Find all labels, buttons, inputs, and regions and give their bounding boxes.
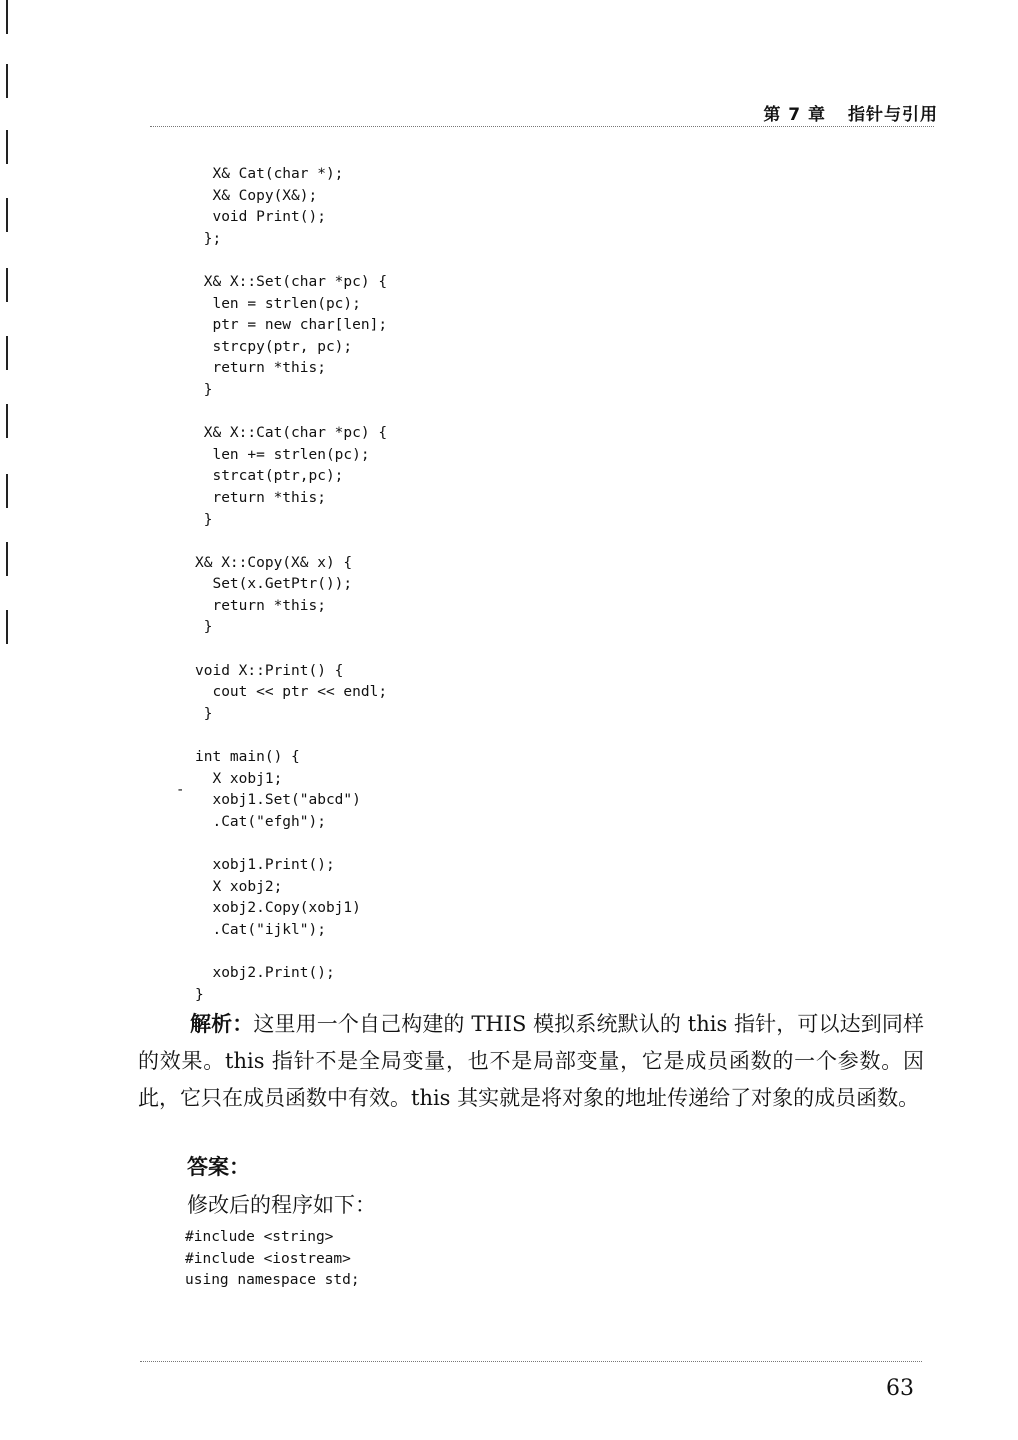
code-line: } bbox=[195, 705, 213, 722]
code-line: Set(x.GetPtr()); bbox=[195, 576, 353, 593]
code-line: xobj1.Print(); bbox=[195, 857, 335, 873]
binding-mark bbox=[6, 198, 8, 232]
binding-mark bbox=[6, 474, 8, 508]
code-line: #include <string> bbox=[185, 1229, 334, 1245]
binding-mark bbox=[6, 268, 8, 302]
code-line: X xobj2; bbox=[195, 878, 283, 895]
margin-mark: - bbox=[176, 782, 185, 798]
code-line: void X::Print() { bbox=[195, 662, 344, 679]
binding-edge-marks bbox=[6, 0, 12, 680]
code-line: int main() { bbox=[195, 749, 300, 766]
binding-mark bbox=[6, 0, 8, 34]
code-line: return *this; bbox=[195, 360, 326, 377]
footer-rule bbox=[140, 1361, 922, 1362]
code-line: return *this; bbox=[195, 489, 326, 506]
code-line: strcpy(ptr, pc); bbox=[195, 338, 353, 355]
analysis-label: 解析： bbox=[190, 1011, 254, 1036]
code-line: return *this; bbox=[195, 597, 326, 614]
code-line: xobj2.Print(); bbox=[195, 964, 335, 981]
code-line: } bbox=[195, 619, 213, 636]
code-line: } bbox=[195, 381, 213, 398]
code-line: cout << ptr << endl; bbox=[195, 684, 388, 701]
answer-label: 答案： bbox=[187, 1154, 250, 1179]
code-listing-top bbox=[195, 164, 387, 1006]
answer-intro: 修改后的程序如下： bbox=[187, 1193, 376, 1217]
code-line: X& Cat(char *); bbox=[195, 166, 344, 182]
page-number: 63 bbox=[886, 1376, 914, 1401]
analysis-paragraph bbox=[138, 1005, 924, 1117]
running-header bbox=[763, 100, 938, 125]
code-line: X& X::Cat(char *pc) { bbox=[195, 425, 388, 442]
code-line: void Print(); bbox=[195, 209, 326, 226]
binding-mark bbox=[6, 64, 8, 98]
code-line: } bbox=[195, 986, 204, 1003]
code-line: }; bbox=[195, 230, 222, 247]
code-line: ptr = new char[len]; bbox=[195, 317, 388, 334]
code-line: } bbox=[195, 511, 213, 528]
binding-mark bbox=[6, 336, 8, 370]
chapter-title: 指针与引用 bbox=[848, 105, 938, 125]
chapter-number: 第 7 章 bbox=[763, 105, 826, 125]
code-line: X& Copy(X&); bbox=[195, 187, 318, 204]
code-line: #include <iostream> bbox=[185, 1250, 351, 1267]
code-line: .Cat("ijkl"); bbox=[195, 921, 326, 938]
binding-mark bbox=[6, 404, 8, 438]
code-line: X& X::Set(char *pc) { bbox=[195, 273, 388, 290]
code-line: using namespace std; bbox=[185, 1272, 360, 1289]
binding-mark bbox=[6, 130, 8, 164]
code-line: len = strlen(pc); bbox=[195, 295, 361, 312]
binding-mark bbox=[6, 610, 8, 644]
header-rule bbox=[150, 126, 934, 127]
binding-mark bbox=[6, 542, 8, 576]
code-line: strcat(ptr,pc); bbox=[195, 468, 344, 485]
code-line: X& X::Copy(X& x) { bbox=[195, 554, 353, 571]
code-line: xobj2.Copy(xobj1) bbox=[195, 900, 361, 917]
analysis-text: 这里用一个自己构建的 THIS 模拟系统默认的 this 指针，可以达到同样的效果。this 指针不是全局变量，也不是局部变量，它是成员函数的一个参数。因此，它只在成员函数中有效。this 其实就是将对象的地址传递给了对象的成员函数。 bbox=[138, 1012, 924, 1110]
code-line: .Cat("efgh"); bbox=[195, 813, 326, 830]
code-line: X xobj1; bbox=[195, 770, 283, 787]
code-line: xobj1.Set("abcd") bbox=[195, 792, 361, 809]
code-listing-bottom bbox=[185, 1227, 360, 1292]
code-line: len += strlen(pc); bbox=[195, 446, 370, 463]
